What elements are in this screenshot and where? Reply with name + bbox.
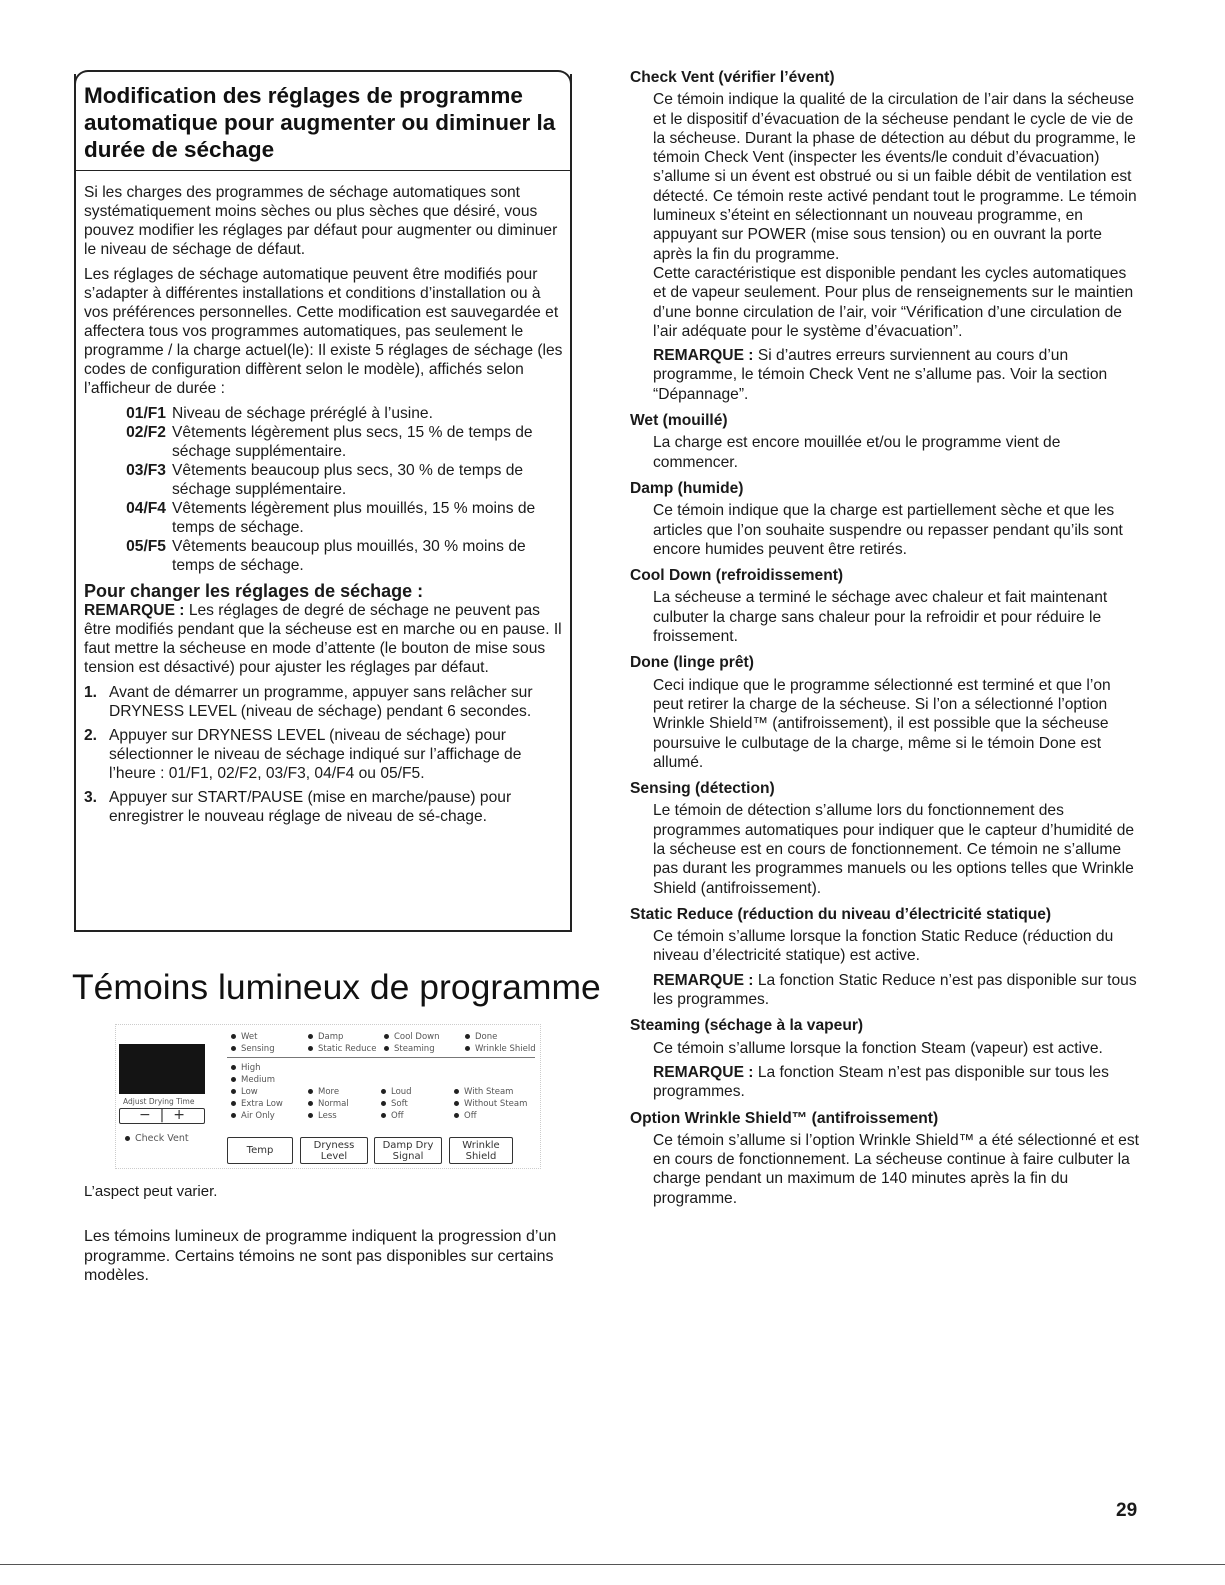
paragraph: Ceci indique que le programme sélectionné est terminé et que l’on peut retirer la charge de la sécheuse. Si l’on a sélectionné l’option Wrinkle Shield™ (antifroissement), il est possible que la sécheuse poursuive le culbutage de la charge, même si le témoin Done est allumé. xyxy=(653,676,1111,771)
remark-text: La fonction Steam n’est pas disponible sur tous les programmes. xyxy=(653,1063,1109,1101)
status-done xyxy=(465,1032,497,1042)
dryness-option xyxy=(308,1111,337,1121)
indicator-dot xyxy=(308,1089,313,1094)
setting-item xyxy=(84,461,564,499)
setting-text: Niveau de séchage préréglé à l’usine. xyxy=(172,405,433,422)
setting-code: 05/F5 xyxy=(126,538,166,555)
status-label: Damp xyxy=(318,1032,344,1042)
box-paragraph-1: Si les charges des programmes de séchage automatiques sont systématiquement moins sèches ou plus sèches que désiré, vous pouvez modifier les réglages par défaut pour augmenter ou diminuer le niveau de séchage de défaut. xyxy=(84,184,558,258)
status-label: Static Reduce xyxy=(318,1044,377,1054)
wrinkle-option xyxy=(454,1099,527,1109)
paragraph: La sécheuse a terminé le séchage avec chaleur et fait maintenant culbuter la charge sans chaleur pour la refroidir et pour réduire le froissement. xyxy=(653,589,1108,646)
indicator-dot xyxy=(465,1046,470,1051)
indicator-dot xyxy=(465,1034,470,1039)
setting-item xyxy=(84,423,564,461)
remark-text: Si d’autres erreurs surviennent au cours d’un programme, le témoin Check Vent ne s’allume pas. Voir la section “Dépannage”. xyxy=(653,347,1108,403)
minus-icon[interactable]: − xyxy=(139,1107,151,1123)
paragraph: Ce témoin indique que la charge est partiellement sèche et que les articles que l’on souhaite suspendre ou repasser pendant qu’ils sont encore humides peuvent être retirés. xyxy=(653,502,1123,558)
status-label: Sensing xyxy=(241,1044,275,1054)
setting-text: Vêtements légèrement plus secs, 15 % de temps de séchage supplémentaire. xyxy=(172,424,533,460)
status-label: Cool Down xyxy=(394,1032,440,1042)
status-sensing xyxy=(231,1044,275,1054)
indicator-dot xyxy=(231,1046,236,1051)
heading-cool-down: Cool Down (refroidissement) xyxy=(630,567,844,585)
remark-label: REMARQUE : xyxy=(653,347,754,365)
dryness-level-button[interactable]: Dryness Level xyxy=(300,1137,368,1164)
option-label: Air Only xyxy=(241,1111,275,1121)
heading-sensing: Sensing (détection) xyxy=(630,780,775,798)
remark-label: REMARQUE : xyxy=(84,602,185,619)
option-label: Medium xyxy=(241,1075,275,1085)
status-static-reduce xyxy=(308,1044,376,1054)
option-label: High xyxy=(241,1063,261,1073)
status-steaming xyxy=(384,1044,435,1054)
adjust-time-label: Adjust Drying Time xyxy=(123,1097,195,1106)
control-panel-illustration xyxy=(115,1024,541,1174)
step-text: Avant de démarrer un programme, appuyer sans relâcher sur DRYNESS LEVEL (niveau de séchage) pendant 6 secondes. xyxy=(109,684,533,720)
indicator-descriptions xyxy=(630,68,1140,1213)
status-label: Steaming xyxy=(394,1044,435,1054)
adjust-time-button[interactable]: − | + xyxy=(119,1108,205,1124)
indicator-dot xyxy=(308,1101,313,1106)
body-check-vent xyxy=(630,90,1140,404)
setting-code: 03/F3 xyxy=(126,462,166,479)
temp-option xyxy=(231,1087,258,1097)
option-label: More xyxy=(318,1087,340,1097)
heading-static-reduce: Static Reduce (réduction du niveau d’électricité statique) xyxy=(630,905,1052,923)
indicator-dot xyxy=(231,1065,236,1070)
setting-code: 02/F2 xyxy=(126,424,166,441)
figure-caption: L’aspect peut varier. xyxy=(84,1183,218,1200)
setting-text: Vêtements beaucoup plus mouillés, 30 % moins de temps de séchage. xyxy=(172,538,526,574)
status-label: Wet xyxy=(241,1032,258,1042)
box-body xyxy=(84,183,564,831)
box-title-divider xyxy=(74,170,572,171)
setting-item xyxy=(84,404,564,423)
steps-list xyxy=(84,683,564,826)
heading-wet: Wet (mouillé) xyxy=(630,412,728,430)
option-label: Soft xyxy=(391,1099,408,1109)
signal-option xyxy=(381,1099,408,1109)
signal-option xyxy=(381,1111,404,1121)
heading-done: Done (linge prêt) xyxy=(630,654,754,672)
status-label: Wrinkle Shield xyxy=(475,1044,536,1054)
heading-damp: Damp (humide) xyxy=(630,479,744,497)
check-vent-indicator xyxy=(125,1133,189,1144)
panel-divider xyxy=(227,1057,535,1058)
heading-check-vent: Check Vent (vérifier l’évent) xyxy=(630,69,835,86)
option-label: Off xyxy=(391,1111,404,1121)
wrinkle-shield-button[interactable]: Wrinkle Shield xyxy=(449,1137,513,1164)
option-label: Without Steam xyxy=(464,1099,528,1109)
indicator-dot xyxy=(381,1113,386,1118)
subheading: Pour changer les réglages de séchage : xyxy=(84,581,424,601)
damp-dry-signal-button[interactable]: Damp Dry Signal xyxy=(374,1137,442,1164)
paragraph: Ce témoin s’allume lorsque la fonction Steam (vapeur) est active. xyxy=(653,1039,1103,1057)
status-wrinkle-shield xyxy=(465,1044,536,1054)
option-label: Loud xyxy=(391,1087,412,1097)
paragraph: Ce témoin s’allume lorsque la fonction Static Reduce (réduction du niveau d’électricité statique) est active. xyxy=(653,928,1114,965)
dryness-option xyxy=(308,1099,349,1109)
signal-option xyxy=(381,1087,412,1097)
step-text: Appuyer sur DRYNESS LEVEL (niveau de séchage) pour sélectionner le niveau de séchage indiqué sur l’affichage de l’heure : 01/F1, 02/F2, 03/F3, 04/F4 ou 05/F5. xyxy=(109,727,522,782)
setting-text: Vêtements beaucoup plus secs, 30 % de temps de séchage supplémentaire. xyxy=(172,462,524,498)
box-title: Modification des réglages de programme automatique pour augmenter ou diminuer la durée de séchage xyxy=(84,83,556,162)
settings-list xyxy=(84,404,564,575)
section-title: Témoins lumineux de programme xyxy=(72,967,601,1007)
indicator-dot xyxy=(381,1089,386,1094)
indicator-dot xyxy=(454,1113,459,1118)
status-label: Done xyxy=(475,1032,498,1042)
temp-option xyxy=(231,1099,283,1109)
paragraph: Cette caractéristique est disponible pendant les cycles automatiques et de vapeur seulement. Pour plus de renseignements sur le maintien d’une bonne circulation de l’air, voir “Vérification d’une circulation de l’air adéquate pour le système d’évacuation”. xyxy=(653,264,1134,340)
status-wet xyxy=(231,1032,257,1042)
step-item xyxy=(84,683,564,721)
indicator-dot xyxy=(231,1034,236,1039)
page-number: 29 xyxy=(1116,1500,1138,1521)
setting-item xyxy=(84,499,564,537)
indicator-dot xyxy=(454,1101,459,1106)
remark-label: REMARQUE : xyxy=(653,971,754,989)
option-label: Extra Low xyxy=(241,1099,283,1109)
step-item xyxy=(84,726,564,783)
option-label: Low xyxy=(241,1087,258,1097)
paragraph: Le témoin de détection s’allume lors du fonctionnement des programmes automatiques pour indiquer que le capteur d’humidité de la sécheuse est en cours de fonctionnement. Ce témoin ne s’allume pas durant les programmes manuels ou les options telles que Wrinkle Shield (antifroissement). xyxy=(653,802,1135,897)
paragraph: Ce témoin indique la qualité de la circulation de l’air dans la sécheuse et le dispositif d’évacuation de la sécheuse pendant le cycle de vie de la sécheuse. Durant la phase de détection au début du programme, le témoin Check Vent (inspecter les évents/le conduit d’évacuation) s’allume si un évent est obstrué ou si un faible débit de ventilation est détecté. Ce témoin reste activé pendant tout le programme. Le témoin lumineux s’éteint en sélectionnant un nouveau programme, en appuyant sur POWER (mise sous tension) ou en ouvrant la porte après la fin du programme. xyxy=(653,91,1137,263)
heading-steaming: Steaming (séchage à la vapeur) xyxy=(630,1017,864,1035)
option-label: Normal xyxy=(318,1099,349,1109)
dryness-option xyxy=(308,1087,339,1097)
step-item xyxy=(84,788,564,826)
indicator-dot xyxy=(231,1077,236,1082)
paragraph: La charge est encore mouillée et/ou le programme vient de commencer. xyxy=(653,434,1061,471)
indicator-dot xyxy=(384,1034,389,1039)
setting-item xyxy=(84,537,564,575)
wrinkle-option xyxy=(454,1087,513,1097)
temp-button[interactable]: Temp xyxy=(227,1137,293,1164)
check-vent-label: Check Vent xyxy=(135,1133,189,1144)
indicator-dot xyxy=(231,1113,236,1118)
indicator-dot xyxy=(308,1113,313,1118)
status-cool-down xyxy=(384,1032,439,1042)
indicator-dot xyxy=(308,1046,313,1051)
remark-label: REMARQUE : xyxy=(653,1063,754,1081)
wrinkle-option xyxy=(454,1111,477,1121)
setting-text: Vêtements légèrement plus mouillés, 15 % moins de temps de séchage. xyxy=(172,500,536,536)
step-text: Appuyer sur START/PAUSE (mise en marche/pause) pour enregistrer le nouveau réglage de niveau de sé-chage. xyxy=(109,789,512,825)
indicator-dot xyxy=(384,1046,389,1051)
temp-option xyxy=(231,1075,275,1085)
remark-text: Les réglages de degré de séchage ne peuvent pas être modifiés pendant que la sécheuse est en marche ou en pause. Il faut mettre la sécheuse en mode d’attente (le bouton de mise sous tension est désactivé) pour ajuster les réglages par défaut. xyxy=(84,602,562,676)
indicator-dot xyxy=(308,1034,313,1039)
remark-text: La fonction Static Reduce n’est pas disponible sur tous les programmes. xyxy=(653,971,1137,1009)
indicator-dot xyxy=(231,1101,236,1106)
setting-code: 01/F1 xyxy=(126,405,166,422)
step-number: 3. xyxy=(84,789,98,806)
option-label: With Steam xyxy=(464,1087,514,1097)
plus-icon[interactable]: + xyxy=(173,1107,185,1123)
indicator-dot xyxy=(125,1136,130,1141)
intro-paragraph: Les témoins lumineux de programme indiquent la progression d’un programme. Certains témoins ne sont pas disponibles sur certains modèles. xyxy=(84,1228,557,1284)
option-label: Off xyxy=(464,1111,477,1121)
status-damp xyxy=(308,1032,343,1042)
setting-code: 04/F4 xyxy=(126,500,166,517)
step-number: 2. xyxy=(84,727,98,744)
temp-option xyxy=(231,1111,275,1121)
heading-wrinkle-shield: Option Wrinkle Shield™ (antifroissement) xyxy=(630,1109,939,1127)
time-display xyxy=(119,1044,205,1094)
indicator-dot xyxy=(454,1089,459,1094)
indicator-dot xyxy=(381,1101,386,1106)
step-number: 1. xyxy=(84,684,98,701)
box-paragraph-2: Les réglages de séchage automatique peuvent être modifiés pour s’adapter à différentes installations et conditions d’installation ou à vos préférences personnelles. Cette modification est sauvegardée et affectera tous vos programmes automatiques, pas seulement le programme / la charge actuel(le): Il existe 5 réglages de séchage (les codes de configuration diffèrent selon le modèle), affichés selon l’afficheur de durée : xyxy=(84,266,563,397)
bottom-rule xyxy=(0,1564,1225,1565)
option-label: Less xyxy=(318,1111,337,1121)
temp-option xyxy=(231,1063,261,1073)
indicator-dot xyxy=(231,1089,236,1094)
paragraph: Ce témoin s’allume si l’option Wrinkle Shield™ a été sélectionné et est en cours de fonctionnement. La sécheuse continue à faire culbuter la charge pendant un maximum de 140 minutes après la fin du programme. xyxy=(653,1131,1139,1207)
